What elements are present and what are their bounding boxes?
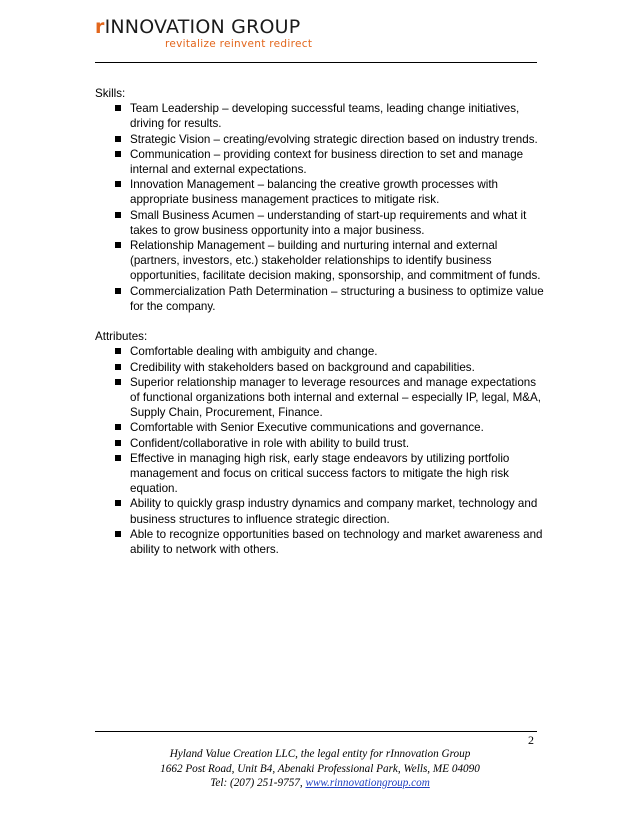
attributes-list [95, 344, 555, 557]
footer-phone: Tel: (207) 251-9757, [210, 777, 306, 789]
list-item-line: Commercialization Path Determination – structuring a business to optimize value [130, 284, 544, 298]
list-item-line: Innovation Management – balancing the creative growth processes with [130, 178, 498, 192]
list-item [95, 344, 555, 359]
list-item-line: Credibility with stakeholders based on background and capabilities. [130, 360, 475, 374]
bullet-square-icon [115, 440, 121, 446]
list-item-line: Small Business Acumen – understanding of start-up requirements and what it [130, 208, 527, 222]
section-gap [95, 314, 555, 329]
bullet-square-icon [115, 242, 121, 248]
company-logo [95, 16, 312, 51]
footer-line-3 [95, 776, 545, 791]
list-item-line: opportunities, facilitate decision making, sponsorship, and commitment of funds. [130, 269, 541, 283]
footer [95, 747, 545, 791]
skills-heading: Skills: [95, 87, 126, 100]
list-item [95, 238, 555, 284]
bullet-square-icon [115, 151, 121, 157]
skills-list [95, 101, 555, 314]
list-item [95, 101, 555, 131]
list-item-line: equation. [130, 482, 178, 496]
bullet-square-icon [115, 500, 121, 506]
list-item-line: Communication – providing context for business direction to set and manage [130, 147, 524, 161]
bullet-square-icon [115, 348, 121, 354]
logo-wordmark [95, 16, 312, 38]
logo-tagline: revitalize reinvent redirect [165, 38, 313, 50]
list-item-line: of functional organizations both internal and external – especially IP, legal, M&A, [130, 391, 541, 405]
list-item-line: takes to grow business opportunity into a major business. [130, 223, 425, 237]
attributes-heading: Attributes: [95, 330, 148, 344]
list-item-line: Comfortable with Senior Executive communications and governance. [130, 421, 484, 435]
list-item [95, 284, 555, 314]
list-item-line: Supply Chain, Procurement, Finance. [130, 406, 323, 420]
list-item-line: Superior relationship manager to leverage resources and manage expectations [130, 375, 537, 389]
bullet-square-icon [115, 105, 121, 111]
list-item [95, 375, 555, 421]
bullet-square-icon [115, 379, 121, 385]
list-item-line: Able to recognize opportunities based on technology and market awareness and [130, 527, 543, 541]
bullet-square-icon [115, 424, 121, 430]
list-item-line: Relationship Management – building and nurturing internal and external [130, 239, 498, 253]
list-item-line: (partners, investors, etc.) stakeholder relationships to identify business [130, 254, 492, 268]
bullet-square-icon [115, 531, 121, 537]
list-item [95, 147, 555, 177]
list-item-line: Team Leadership – developing successful teams, leading change initiatives, [130, 102, 520, 116]
list-item-line: Comfortable dealing with ambiguity and change. [130, 345, 378, 359]
footer-line-1: Hyland Value Creation LLC, the legal entity for rInnovation Group [169, 748, 471, 760]
bullet-square-icon [115, 455, 121, 461]
bullet-square-icon [115, 136, 121, 142]
list-item [95, 527, 555, 557]
bullet-square-icon [115, 181, 121, 187]
page-number: 2 [528, 733, 534, 747]
list-item [95, 420, 555, 435]
list-item-line: driving for results. [130, 117, 222, 131]
list-item [95, 451, 555, 497]
list-item [95, 177, 555, 207]
list-item-line: Effective in managing high risk, early stage endeavors by utilizing portfolio [130, 451, 510, 465]
list-item-line: Strategic Vision – creating/evolving strategic direction based on industry trends. [130, 132, 538, 146]
footer-line-2: 1662 Post Road, Unit B4, Abenaki Professional Park, Wells, ME 04090 [160, 762, 480, 775]
logo-name: INNOVATION GROUP [104, 16, 301, 38]
document-body [95, 86, 555, 557]
list-item-line: internal and external expectations. [130, 163, 307, 177]
list-item [95, 436, 555, 451]
bullet-square-icon [115, 288, 121, 294]
footer-divider [95, 731, 537, 732]
list-item-line: Confident/collaborative in role with ability to build trust. [130, 436, 410, 450]
bullet-square-icon [115, 212, 121, 218]
list-item-line: business structures to influence strategic direction. [130, 512, 390, 526]
header-divider [95, 62, 537, 63]
list-item [95, 360, 555, 375]
list-item [95, 132, 555, 147]
list-item-line: Ability to quickly grasp industry dynamics and company market, technology and [130, 497, 538, 511]
website-link[interactable]: www.rinnovationgroup.com [305, 777, 430, 789]
list-item-line: appropriate business management practices to mitigate risk. [130, 193, 440, 207]
bullet-square-icon [115, 364, 121, 370]
list-item [95, 208, 555, 238]
list-item-line: for the company. [130, 299, 216, 313]
list-item-line: ability to network with others. [130, 543, 279, 557]
logo-r: r [95, 16, 105, 38]
list-item [95, 496, 555, 526]
list-item-line: management and focus on critical success factors to mitigate the high risk [130, 467, 509, 481]
